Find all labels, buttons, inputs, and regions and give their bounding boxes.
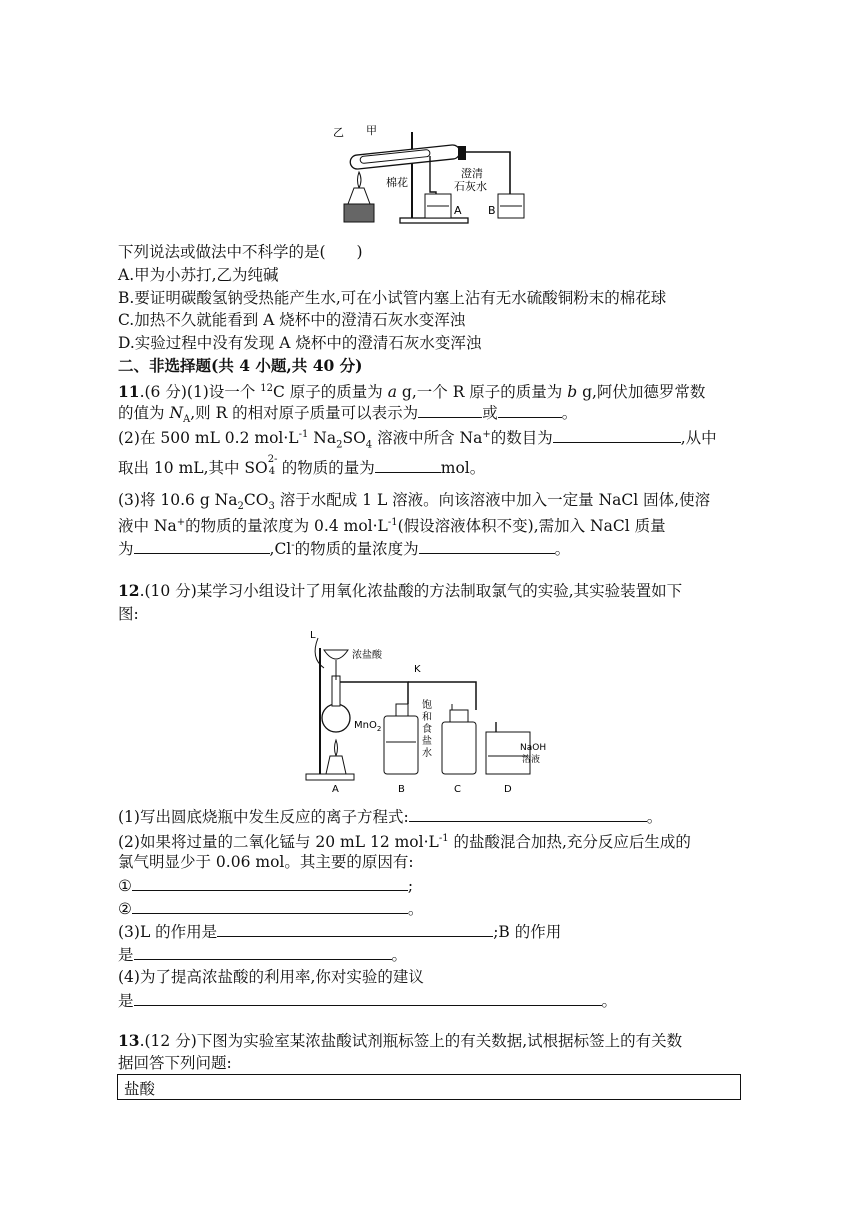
- q11-text: Na: [308, 429, 337, 448]
- sulfate-charge: [267, 454, 282, 479]
- subscript: 2: [336, 439, 343, 451]
- answer-blank-8[interactable]: [132, 874, 408, 891]
- label-limewater-1: 澄清: [461, 167, 483, 180]
- label-yi: 乙: [333, 126, 344, 139]
- superscript: +: [482, 429, 491, 440]
- answer-blank-3[interactable]: [553, 426, 681, 443]
- q11-text: 。: [561, 404, 578, 422]
- answer-blank-12[interactable]: [134, 989, 602, 1006]
- label-limewater-2: 石灰水: [454, 180, 487, 193]
- q13-text: .(12 分)下图为实验室某浓盐酸试剂瓶标签上的有关数据,试根据标签上的有关数: [139, 1032, 683, 1050]
- mno2-text: MnO: [354, 720, 377, 731]
- q11-text: (3)将 10.6 g Na: [118, 491, 238, 509]
- label-beaker-b: B: [488, 204, 496, 217]
- q11-text: ,从中: [680, 429, 717, 448]
- q12-text: 。: [391, 946, 408, 964]
- q12-s3-line2: [118, 943, 407, 966]
- q11-text: C 原子的质量为: [273, 383, 388, 402]
- subscript: 3: [268, 501, 275, 513]
- label-jia: 甲: [366, 124, 377, 137]
- q12-text: 。: [407, 900, 424, 918]
- q11-text: (1)设一个: [186, 383, 261, 402]
- label-naoh-2: 溶液: [522, 755, 541, 765]
- q12-intro-line1: [118, 580, 682, 602]
- q11-text: 或: [482, 404, 498, 422]
- q12-s4-line2: [118, 989, 617, 1012]
- reagent-label-title: 盐酸: [124, 1080, 156, 1098]
- q12-text: .(10 分)某学习小组设计了用氧化浓盐酸的方法制取氯气的实验,其实验装置如下: [139, 582, 683, 600]
- q12-text: ②: [118, 900, 132, 918]
- subscript: 4: [365, 439, 373, 451]
- q10-stem: 下列说法或做法中不科学的是( ): [118, 243, 363, 261]
- q12-s2-line1: [118, 828, 691, 853]
- q11-points: .(6 分): [139, 383, 187, 402]
- q12-text: ①: [118, 877, 132, 895]
- label-D: D: [504, 784, 512, 794]
- answer-blank-7[interactable]: [409, 805, 647, 822]
- q12-text: 。: [601, 992, 618, 1010]
- q12-text: (3)L 的作用是: [118, 923, 218, 941]
- label-A: A: [332, 784, 339, 794]
- reagent-label-box: [117, 1074, 741, 1100]
- answer-blank-1[interactable]: [418, 401, 482, 418]
- q11-text: 液中 Na: [118, 517, 177, 536]
- q11-line6: [118, 512, 666, 537]
- section-title: 二、非选择题(共 4 小题,共 40 分): [118, 356, 363, 375]
- label-C: C: [454, 784, 461, 794]
- q11-text: SO: [342, 429, 366, 448]
- label-cotton: 棉花: [386, 176, 408, 189]
- superscript: +: [176, 517, 186, 528]
- q12-text: (1)写出圆底烧瓶中发生反应的离子方程式:: [118, 808, 409, 826]
- q12-text: ;: [407, 877, 414, 895]
- q11-line1: [118, 378, 705, 403]
- q11-text: (假设溶液体积不变),需加入 NaCl 质量: [397, 517, 666, 536]
- label-brine-3: 食: [422, 724, 432, 735]
- q12-s2-reason1: [118, 874, 413, 897]
- q11-text: ,Cl: [269, 540, 292, 559]
- label-mno2: [354, 720, 381, 733]
- superscript: -1: [387, 517, 398, 528]
- q13-number: 13: [118, 1031, 140, 1050]
- q11-text: mol。: [440, 459, 486, 477]
- var-b: b: [567, 383, 578, 402]
- q11-text: ,则 R 的相对原子质量可以表示为: [190, 404, 419, 422]
- label-brine-4: 盐: [422, 736, 432, 747]
- q11-text: 。: [554, 540, 571, 559]
- heating-apparatus-figure: [330, 122, 540, 230]
- superscript: -: [291, 540, 295, 551]
- label-brine-5: 水: [422, 748, 432, 759]
- superscript: -1: [298, 429, 309, 440]
- label-L: L: [310, 630, 316, 641]
- label-beaker-a: A: [454, 204, 462, 217]
- q12-text: 是: [118, 992, 134, 1010]
- superscript: -1: [438, 833, 449, 844]
- subscript: 2: [237, 501, 244, 513]
- answer-blank-4[interactable]: [375, 456, 441, 473]
- q12-s1: [118, 805, 662, 828]
- label-valve-K: K: [414, 664, 421, 675]
- q10-option-d: D.实验过程中没有发现 A 烧杯中的澄清石灰水变浑浊: [118, 334, 482, 352]
- q11-text: (2)在 500 mL 0.2 mol·L: [118, 429, 299, 448]
- q11-line7: [118, 535, 570, 560]
- q11-text: 的数目为: [490, 429, 553, 448]
- ion-charge: 2-: [267, 454, 278, 465]
- q11-text: 溶液中所含 Na: [372, 429, 483, 448]
- answer-blank-9[interactable]: [132, 897, 408, 914]
- avogadro-symbol: N: [169, 404, 183, 422]
- q13-intro-line1: [118, 1030, 682, 1052]
- label-brine-2: 和: [422, 712, 432, 723]
- q11-text: g,阿伏加德罗常数: [577, 383, 706, 402]
- label-brine-1: 饱: [422, 700, 432, 711]
- q11-line3: [118, 424, 717, 456]
- q12-intro-line2: 图:: [118, 605, 139, 623]
- label-B: B: [398, 784, 405, 794]
- q12-text: 是: [118, 946, 134, 964]
- avogadro-sub: A: [183, 414, 191, 426]
- q12-number: 12: [118, 581, 140, 600]
- mass-number: 12: [260, 383, 274, 394]
- q11-line4: [118, 456, 485, 479]
- q12-text: ;B 的作用: [493, 923, 562, 941]
- q12-s2-line2: 氯气明显少于 0.06 mol。其主要的原因有:: [118, 853, 414, 871]
- chlorine-apparatus-figure: [298, 628, 560, 794]
- q11-text: 的物质的量浓度为: [294, 540, 419, 559]
- answer-blank-6[interactable]: [419, 537, 555, 554]
- q12-s2-reason2: [118, 897, 423, 920]
- q11-text: 的物质的量为: [281, 459, 375, 477]
- label-conc-hcl: 浓盐酸: [352, 650, 382, 661]
- q10-option-b: B.要证明碳酸氢钠受热能产生水,可在小试管内塞上沾有无水硫酸铜粉末的棉花球: [118, 289, 667, 307]
- label-naoh-1: NaOH: [520, 743, 547, 753]
- q12-s4-line1: (4)为了提高浓盐酸的利用率,你对实验的建议: [118, 968, 424, 986]
- q13-intro-line2: 据回答下列问题:: [118, 1054, 232, 1072]
- answer-blank-11[interactable]: [134, 943, 392, 960]
- q11-text: 的值为: [118, 404, 170, 422]
- answer-blank-2[interactable]: [498, 401, 562, 418]
- answer-blank-5[interactable]: [134, 537, 270, 554]
- q12-text: (2)如果将过量的二氧化锰与 20 mL 12 mol·L: [118, 833, 439, 852]
- q11-text: g,一个 R 原子的质量为: [396, 383, 568, 402]
- q11-text: 为: [118, 540, 134, 559]
- q11-number: 11: [118, 382, 140, 402]
- q11-text: 溶于水配成 1 L 溶液。向该溶液中加入一定量 NaCl 固体,使溶: [274, 491, 711, 509]
- q11-text: CO: [243, 491, 269, 509]
- q10-option-a: A.甲为小苏打,乙为纯碱: [118, 266, 279, 284]
- var-a: a: [387, 383, 397, 402]
- q12-text: 的盐酸混合加热,充分反应后生成的: [448, 833, 691, 852]
- q11-text: 的物质的量浓度为 0.4 mol·L: [185, 517, 388, 536]
- answer-blank-10[interactable]: [217, 920, 493, 937]
- q10-option-c: C.加热不久就能看到 A 烧杯中的澄清石灰水变浑浊: [118, 311, 466, 329]
- mno2-subscript: 2: [376, 725, 382, 733]
- q11-text: 取出 10 mL,其中 SO: [118, 459, 268, 477]
- ion-subscript: 4: [268, 466, 276, 477]
- q12-text: 。: [646, 808, 663, 826]
- q12-s3-line1: [118, 920, 561, 943]
